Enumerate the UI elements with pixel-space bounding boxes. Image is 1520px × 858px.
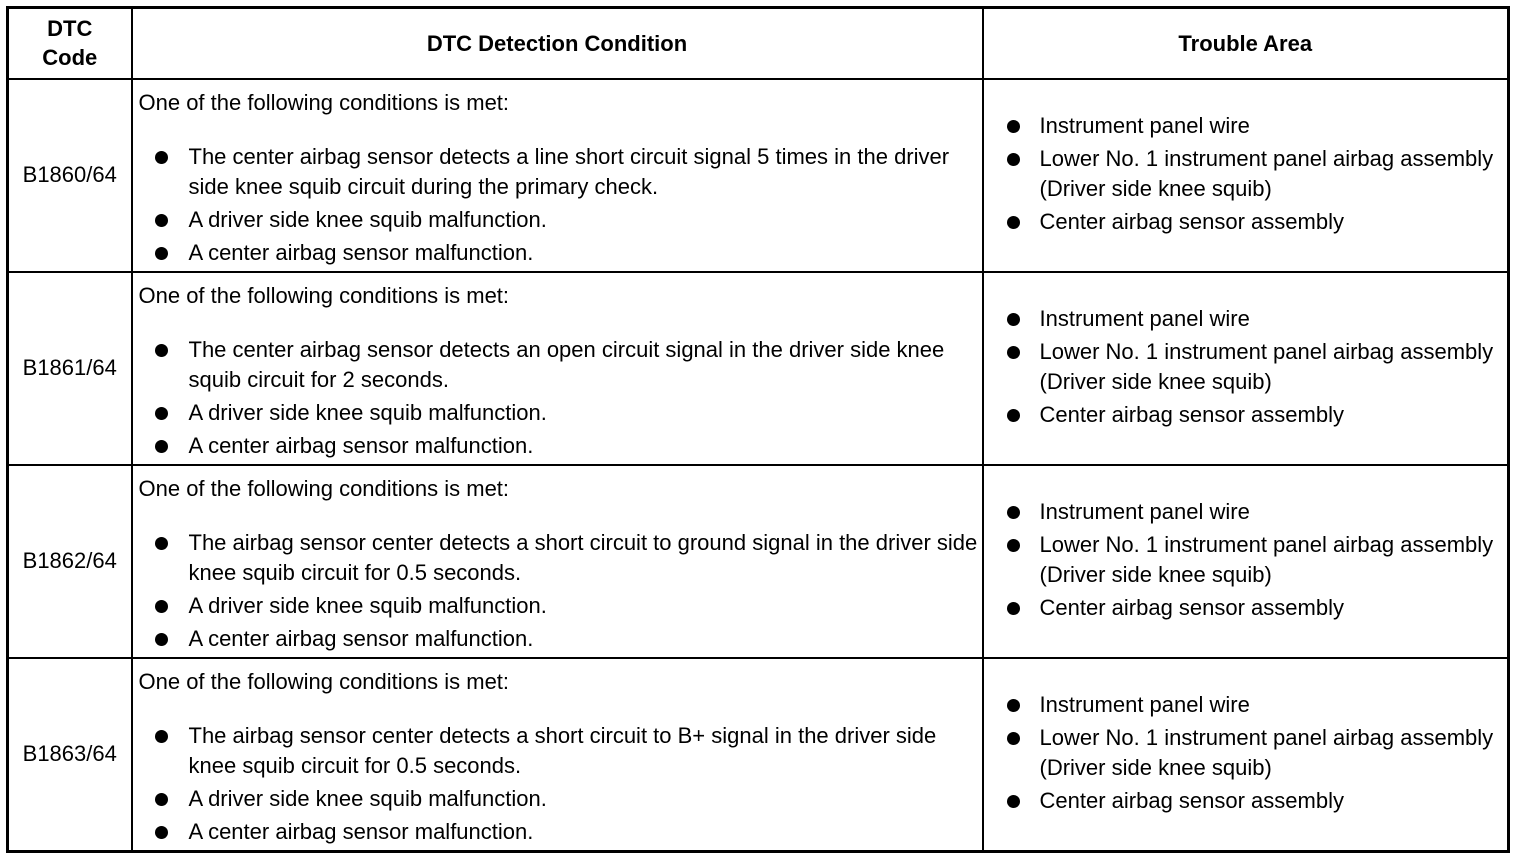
- bullet-icon: [1007, 313, 1020, 326]
- list-item: [1040, 144, 1508, 204]
- condition-text: A driver side knee squib malfunction.: [188, 592, 547, 618]
- trouble-area-text: Lower No. 1 instrument panel airbag assembly (Driver side knee squib): [1039, 724, 1494, 780]
- trouble-area-list: [984, 111, 1508, 237]
- bullet-icon: [1007, 795, 1020, 808]
- bullet-icon: [155, 537, 168, 550]
- condition-intro: One of the following conditions is met:: [138, 668, 510, 694]
- list-item: [189, 142, 982, 202]
- bullet-icon: [155, 407, 168, 420]
- bullet-icon: [155, 793, 168, 806]
- bullet-icon: [155, 247, 168, 260]
- condition-text: A center airbag sensor malfunction.: [188, 625, 534, 651]
- list-item: [1040, 530, 1508, 590]
- bullet-icon: [1007, 346, 1020, 359]
- condition-list: [133, 528, 982, 654]
- dtc-code: B1860/64: [8, 79, 132, 272]
- detection-condition-cell: [132, 272, 983, 465]
- bullet-icon: [155, 600, 168, 613]
- trouble-area-text: Lower No. 1 instrument panel airbag assembly (Driver side knee squib): [1039, 531, 1494, 587]
- condition-text: The center airbag sensor detects an open circuit signal in the driver side knee squib circuit for 2 seconds.: [188, 336, 945, 392]
- list-item: [189, 817, 982, 847]
- list-item: [1040, 400, 1508, 430]
- trouble-area-list: [984, 690, 1508, 816]
- header-trouble-area: Trouble Area: [983, 8, 1509, 79]
- list-item: [1040, 497, 1508, 527]
- condition-text: The airbag sensor center detects a short circuit to ground signal in the driver side knee squib circuit for 0.5 seconds.: [188, 529, 978, 585]
- list-item: [189, 591, 982, 621]
- condition-intro: One of the following conditions is met:: [138, 89, 510, 115]
- condition-list: [133, 335, 982, 461]
- condition-text: The airbag sensor center detects a short circuit to B+ signal in the driver side knee squib circuit for 0.5 seconds.: [188, 722, 937, 778]
- condition-text: A center airbag sensor malfunction.: [188, 432, 534, 458]
- trouble-area-text: Center airbag sensor assembly: [1039, 401, 1344, 427]
- detection-condition-cell: [132, 79, 983, 272]
- list-item: [189, 721, 982, 781]
- trouble-area-text: Center airbag sensor assembly: [1039, 594, 1344, 620]
- trouble-area-cell: [983, 272, 1509, 465]
- condition-intro: One of the following conditions is met:: [138, 475, 510, 501]
- condition-intro: One of the following conditions is met:: [138, 282, 510, 308]
- header-row: [8, 8, 1509, 79]
- dtc-code: B1862/64: [8, 465, 132, 658]
- list-item: [1040, 593, 1508, 623]
- trouble-area-cell: [983, 658, 1509, 852]
- detection-condition-cell: [132, 658, 983, 852]
- condition-text: A center airbag sensor malfunction.: [188, 818, 534, 844]
- trouble-area-text: Center airbag sensor assembly: [1039, 208, 1344, 234]
- list-item: [189, 238, 982, 268]
- trouble-area-text: Instrument panel wire: [1039, 112, 1250, 138]
- list-item: [189, 431, 982, 461]
- list-item: [189, 398, 982, 428]
- list-item: [1040, 786, 1508, 816]
- header-dtc-code: DTC Code: [8, 8, 132, 79]
- condition-list: [133, 142, 982, 268]
- bullet-icon: [1007, 506, 1020, 519]
- condition-text: A driver side knee squib malfunction.: [188, 206, 547, 232]
- table-row: [8, 658, 1509, 852]
- bullet-icon: [155, 214, 168, 227]
- dtc-code: B1863/64: [8, 658, 132, 852]
- header-detection-condition: DTC Detection Condition: [132, 8, 983, 79]
- list-item: [1040, 337, 1508, 397]
- bullet-icon: [155, 344, 168, 357]
- trouble-area-cell: [983, 79, 1509, 272]
- trouble-area-cell: [983, 465, 1509, 658]
- bullet-icon: [1007, 699, 1020, 712]
- dtc-code: B1861/64: [8, 272, 132, 465]
- trouble-area-list: [984, 304, 1508, 430]
- table-row: [8, 272, 1509, 465]
- condition-text: A driver side knee squib malfunction.: [188, 785, 547, 811]
- trouble-area-text: Instrument panel wire: [1039, 498, 1250, 524]
- bullet-icon: [1007, 539, 1020, 552]
- list-item: [1040, 207, 1508, 237]
- list-item: [1040, 111, 1508, 141]
- list-item: [189, 335, 982, 395]
- bullet-icon: [155, 440, 168, 453]
- dtc-table: [6, 6, 1510, 853]
- list-item: [189, 784, 982, 814]
- table-row: [8, 465, 1509, 658]
- condition-text: The center airbag sensor detects a line short circuit signal 5 times in the driver side knee squib circuit during the primary check.: [188, 143, 950, 199]
- table-row: [8, 79, 1509, 272]
- trouble-area-list: [984, 497, 1508, 623]
- condition-text: A driver side knee squib malfunction.: [188, 399, 547, 425]
- condition-list: [133, 721, 982, 847]
- trouble-area-text: Instrument panel wire: [1039, 305, 1250, 331]
- bullet-icon: [155, 633, 168, 646]
- list-item: [189, 528, 982, 588]
- trouble-area-text: Instrument panel wire: [1039, 691, 1250, 717]
- trouble-area-text: Lower No. 1 instrument panel airbag assembly (Driver side knee squib): [1039, 338, 1494, 394]
- list-item: [189, 624, 982, 654]
- list-item: [1040, 690, 1508, 720]
- bullet-icon: [1007, 153, 1020, 166]
- bullet-icon: [1007, 216, 1020, 229]
- trouble-area-text: Center airbag sensor assembly: [1039, 787, 1344, 813]
- detection-condition-cell: [132, 465, 983, 658]
- bullet-icon: [1007, 732, 1020, 745]
- bullet-icon: [155, 151, 168, 164]
- bullet-icon: [1007, 602, 1020, 615]
- bullet-icon: [155, 730, 168, 743]
- list-item: [189, 205, 982, 235]
- bullet-icon: [1007, 120, 1020, 133]
- list-item: [1040, 304, 1508, 334]
- bullet-icon: [155, 826, 168, 839]
- trouble-area-text: Lower No. 1 instrument panel airbag assembly (Driver side knee squib): [1039, 145, 1494, 201]
- list-item: [1040, 723, 1508, 783]
- bullet-icon: [1007, 409, 1020, 422]
- condition-text: A center airbag sensor malfunction.: [188, 239, 534, 265]
